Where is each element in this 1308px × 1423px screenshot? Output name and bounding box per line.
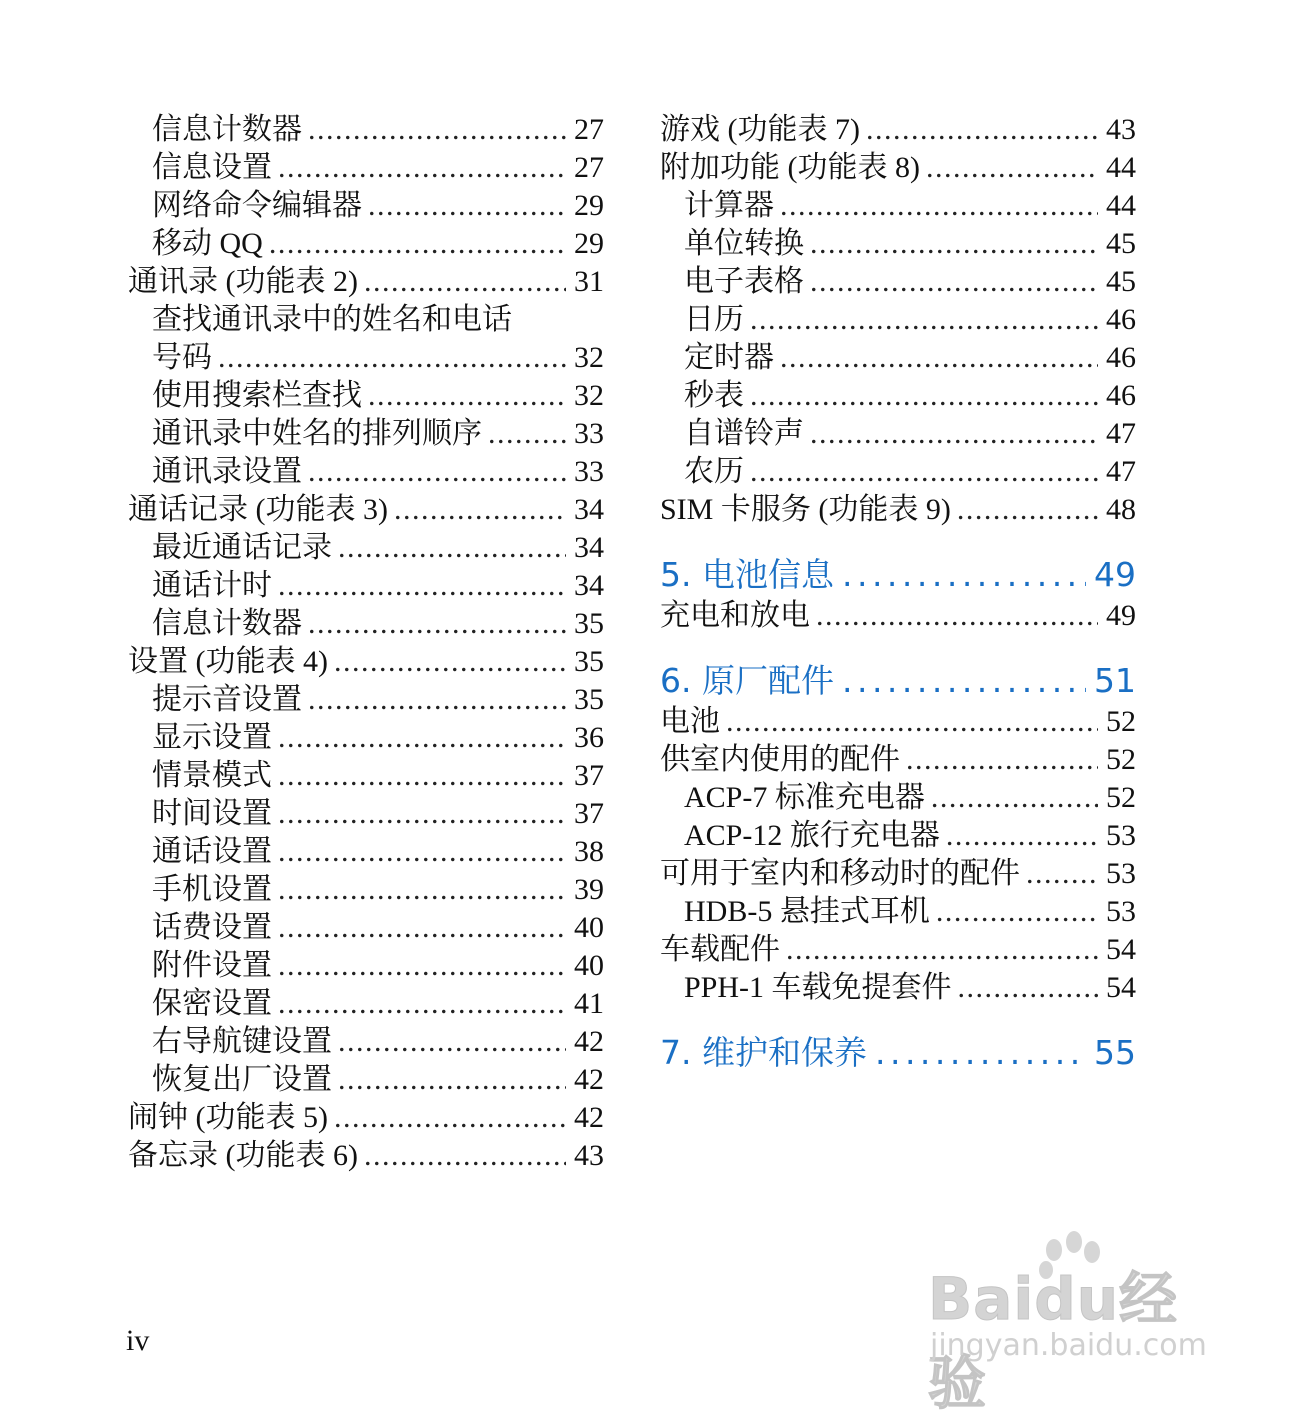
dot-leader [750,453,1098,491]
toc-entry-label: 附件设置 [152,949,272,982]
toc-entry-page: 46 [1106,341,1136,374]
dot-leader [308,681,566,719]
dot-leader [957,491,1098,529]
chapter-label: 7. 维护和保养 [660,1033,867,1072]
toc-entry[interactable] [128,453,604,491]
toc-entry[interactable] [128,871,604,909]
toc-entry[interactable] [660,225,1136,263]
dot-leader [278,985,566,1023]
dot-leader [338,1061,566,1099]
toc-entry-label: 计算器 [684,189,774,222]
toc-entry-label: 充电和放电 [660,599,810,632]
toc-entry-page: 27 [574,113,604,146]
toc-entry[interactable] [660,703,1136,741]
toc-entry-page: 45 [1106,265,1136,298]
toc-entry[interactable] [128,567,604,605]
toc-entry-label: 通话计时 [152,569,272,602]
toc-entry-label: 使用搜索栏查找 [152,379,362,412]
toc-entry-label: 设置 (功能表 4) [128,645,328,678]
toc-entry-page: 54 [1106,971,1136,1004]
toc-entry[interactable] [660,263,1136,301]
toc-entry[interactable] [128,149,604,187]
toc-entry-page: 44 [1106,189,1136,222]
toc-entry[interactable] [660,893,1136,931]
baidu-jingyan-watermark [928,1232,1228,1417]
toc-entry-label: 信息计数器 [152,113,302,146]
toc-entry[interactable] [660,931,1136,969]
dot-leader [842,553,1086,597]
toc-entry-label: HDB-5 悬挂式耳机 [684,895,930,928]
toc-entry-page: 32 [574,379,604,412]
toc-entry[interactable] [128,263,604,301]
toc-entry[interactable] [128,111,604,149]
toc-entry[interactable] [128,643,604,681]
toc-entry-label: 秒表 [684,379,744,412]
dot-leader [364,263,566,301]
toc-entry[interactable] [660,187,1136,225]
toc-entry-label: PPH-1 车载免提套件 [684,971,952,1004]
toc-entry-label: 闹钟 (功能表 5) [128,1101,328,1134]
page-folio: iv [126,1324,150,1357]
chapter-label: 6. 原厂配件 [660,661,834,700]
toc-entry[interactable] [660,415,1136,453]
dot-leader [786,931,1098,969]
toc-entry[interactable] [128,681,604,719]
dot-leader [334,1099,566,1137]
toc-entry-page: 29 [574,189,604,222]
toc-entry[interactable] [128,187,604,225]
dot-leader [780,187,1098,225]
toc-entry-page: 35 [574,645,604,678]
toc-entry[interactable] [128,757,604,795]
toc-entry-page: 53 [1106,857,1136,890]
dot-leader [842,659,1086,703]
dot-leader [750,301,1098,339]
toc-entry[interactable] [128,225,604,263]
dot-leader [726,703,1098,741]
toc-left-column [128,111,604,1175]
watermark-url: jingyan.baidu.com [930,1328,1207,1363]
toc-entry-label: 提示音设置 [152,683,302,716]
dot-leader [278,757,566,795]
toc-entry[interactable] [128,795,604,833]
toc-entry[interactable] [128,415,604,453]
dot-leader [946,817,1098,855]
toc-entry[interactable] [660,339,1136,377]
toc-entry-label: 定时器 [684,341,774,374]
dot-leader [958,969,1098,1007]
toc-entry-page: 39 [574,873,604,906]
dot-leader [750,377,1098,415]
toc-entry-label: 日历 [684,303,744,336]
toc-entry-page: 36 [574,721,604,754]
toc-entry-label: 信息设置 [152,151,272,184]
dot-leader [278,795,566,833]
dot-leader [308,453,566,491]
dot-leader [780,339,1098,377]
toc-entry-label: 情景模式 [152,759,272,792]
toc-entry[interactable] [660,301,1136,339]
dot-leader [926,149,1098,187]
dot-leader [364,1137,566,1175]
toc-entry[interactable] [128,1023,604,1061]
toc-entry-label: 右导航键设置 [152,1025,332,1058]
dot-leader [394,491,566,529]
dot-leader [906,741,1098,779]
dot-leader [308,605,566,643]
toc-entry-label: 保密设置 [152,987,272,1020]
toc-entry-label: 通话设置 [152,835,272,868]
dot-leader [308,111,566,149]
dot-leader [488,415,566,453]
toc-entry[interactable] [128,985,604,1023]
toc-entry-page: 54 [1106,933,1136,966]
toc-entry-page: 41 [574,987,604,1020]
toc-entry-page: 40 [574,911,604,944]
dot-leader [338,529,566,567]
toc-entry-label: 通讯录 (功能表 2) [128,265,358,298]
toc-entry[interactable] [128,833,604,871]
toc-entry-page: 31 [574,265,604,298]
toc-entry[interactable] [660,453,1136,491]
toc-entry-page: 33 [574,417,604,450]
toc-entry-label: 农历 [684,455,744,488]
toc-entry[interactable] [128,947,604,985]
toc-entry-label: 恢复出厂设置 [152,1063,332,1096]
toc-entry[interactable] [128,491,604,529]
toc-entry-page: 34 [574,569,604,602]
toc-entry-page: 37 [574,797,604,830]
toc-entry-label: 最近通话记录 [152,531,332,564]
toc-entry-label: 可用于室内和移动时的配件 [660,857,1020,890]
chapter-page: 51 [1094,661,1136,700]
dot-leader [278,947,566,985]
toc-entry[interactable] [128,377,604,415]
toc-entry-page: 52 [1106,781,1136,814]
toc-entry-label: 单位转换 [684,227,804,260]
chapter-5-heading[interactable] [660,553,1136,597]
dot-leader [875,1031,1086,1075]
toc-entry-page: 42 [574,1063,604,1096]
dot-leader [1026,855,1098,893]
toc-entry[interactable] [128,339,604,377]
toc-entry[interactable] [660,817,1136,855]
dot-leader [810,415,1098,453]
dot-leader [368,377,566,415]
toc-entry[interactable] [660,855,1136,893]
toc-entry[interactable] [660,111,1136,149]
toc-entry-label: 电子表格 [684,265,804,298]
toc-entry-page: 32 [574,341,604,374]
toc-entry[interactable] [660,491,1136,529]
toc-entry-label: 自谱铃声 [684,417,804,450]
toc-entry-page: 40 [574,949,604,982]
toc-entry[interactable] [660,597,1136,635]
toc-entry-label: 通讯录设置 [152,455,302,488]
dot-leader [278,909,566,947]
chapter-6-heading[interactable] [660,659,1136,703]
toc-entry-page: 43 [574,1139,604,1172]
dot-leader [278,871,566,909]
dot-leader [810,225,1098,263]
toc-entry-page: 34 [574,493,604,526]
toc-entry-page: 53 [1106,895,1136,928]
toc-entry-page: 34 [574,531,604,564]
toc-entry[interactable] [660,149,1136,187]
toc-entry-page: 43 [1106,113,1136,146]
dot-leader [269,225,566,263]
dot-leader [936,893,1098,931]
chapter-page: 55 [1094,1033,1136,1072]
toc-entry[interactable] [128,1061,604,1099]
toc-entry[interactable] [660,741,1136,779]
dot-leader [931,779,1098,817]
dot-leader [278,719,566,757]
toc-entry[interactable] [128,909,604,947]
dot-leader [218,339,566,377]
toc-entry-page: 47 [1106,455,1136,488]
toc-entry[interactable] [128,719,604,757]
dot-leader [278,833,566,871]
toc-entry-label: 信息计数器 [152,607,302,640]
dot-leader [278,567,566,605]
toc-entry[interactable] [128,1099,604,1137]
toc-entry-label: 显示设置 [152,721,272,754]
toc-entry-label: 通讯录中姓名的排列顺序 [152,417,482,450]
watermark-logo: Baidu经验 [928,1265,1179,1417]
toc-entry-label: ACP-7 标准充电器 [684,781,925,814]
toc-entry-page: 52 [1106,743,1136,776]
chapter-page: 49 [1094,555,1136,594]
dot-leader [368,187,566,225]
toc-right-column [660,111,1136,1075]
toc-entry-label: 供室内使用的配件 [660,743,900,776]
toc-entry-page: 49 [1106,599,1136,632]
toc-entry-label: 附加功能 (功能表 8) [660,151,920,184]
toc-entry-label: 移动 QQ [152,227,263,260]
toc-entry-page: 42 [574,1101,604,1134]
dot-leader [816,597,1098,635]
toc-entry-label: 查找通讯录中的姓名和电话 [152,303,512,336]
toc-entry-label: SIM 卡服务 (功能表 9) [660,493,951,526]
toc-entry-label: 话费设置 [152,911,272,944]
toc-entry-page: 35 [574,683,604,716]
toc-entry[interactable] [660,969,1136,1007]
chapter-7-heading[interactable] [660,1031,1136,1075]
toc-entry-page: 35 [574,607,604,640]
toc-entry-label: 备忘录 (功能表 6) [128,1139,358,1172]
toc-entry-page: 53 [1106,819,1136,852]
toc-entry-label: 电池 [660,705,720,738]
chapter-label: 5. 电池信息 [660,555,834,594]
toc-entry-label: 车载配件 [660,933,780,966]
dot-leader [810,263,1098,301]
toc-entry-label: 手机设置 [152,873,272,906]
dot-leader [278,149,566,187]
toc-entry-page: 42 [574,1025,604,1058]
toc-entry-page: 27 [574,151,604,184]
toc-entry-page: 46 [1106,303,1136,336]
toc-entry-page: 33 [574,455,604,488]
toc-entry-label: 游戏 (功能表 7) [660,113,860,146]
toc-entry[interactable] [128,301,604,339]
toc-entry-page: 46 [1106,379,1136,412]
toc-entry-page: 45 [1106,227,1136,260]
dot-leader [338,1023,566,1061]
toc-entry-page: 48 [1106,493,1136,526]
toc-entry-label: 号码 [152,341,212,374]
toc-entry[interactable] [128,529,604,567]
toc-entry-page: 38 [574,835,604,868]
toc-entry-page: 29 [574,227,604,260]
toc-entry[interactable] [660,377,1136,415]
toc-entry[interactable] [128,605,604,643]
dot-leader [866,111,1098,149]
toc-entry[interactable] [660,779,1136,817]
toc-entry[interactable] [128,1137,604,1175]
toc-entry-label: 通话记录 (功能表 3) [128,493,388,526]
toc-entry-page: 44 [1106,151,1136,184]
toc-entry-label: 时间设置 [152,797,272,830]
toc-entry-label: ACP-12 旅行充电器 [684,819,940,852]
dot-leader [334,643,566,681]
toc-entry-page: 52 [1106,705,1136,738]
toc-entry-label: 网络命令编辑器 [152,189,362,222]
toc-entry-page: 37 [574,759,604,792]
toc-entry-page: 47 [1106,417,1136,450]
